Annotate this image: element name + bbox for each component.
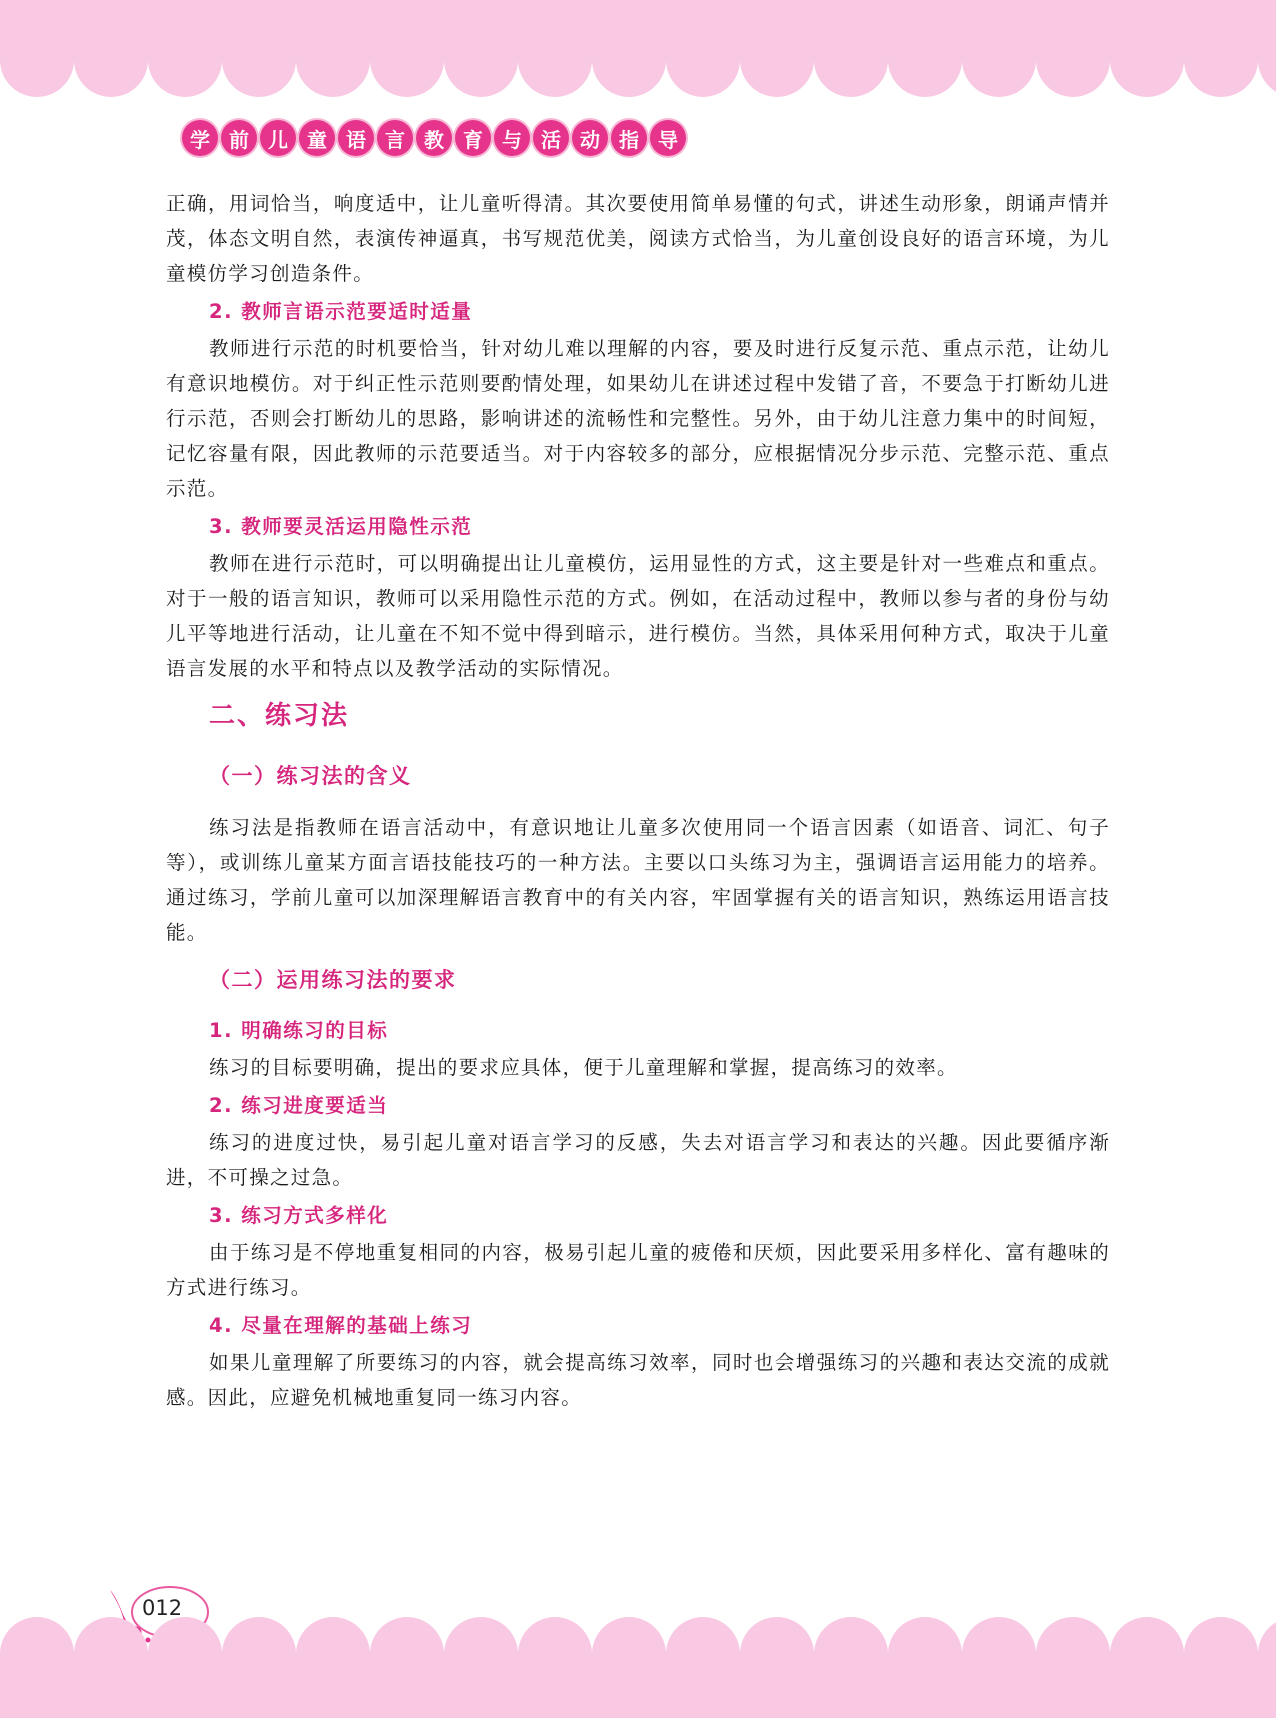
subheading-3: 3. 教师要灵活运用隐性示范 xyxy=(209,515,473,538)
paragraph: 练习法是指教师在语言活动中，有意识地让儿童多次使用同一个语言因素（如语音、词汇、句子等），或训练儿童某方面言语技能技巧的一种方法。主要以口头练习为主，强调语言运用能力的培养。通过练习，学前儿童可以加深理解语言教育中的有关内容，牢固掌握有关的语言知识，熟练运用语言技能。 xyxy=(166,816,1110,944)
subheading-2: 2. 教师言语示范要适时适量 xyxy=(209,300,473,323)
paragraph: 教师在进行示范时，可以明确提出让儿童模仿，运用显性的方式，这主要是针对一些难点和重点。对于一般的语言知识，教师可以采用隐性示范的方式。例如，在活动过程中，教师以参与者的身份与幼儿平等地进行活动，让儿童在不知不觉中得到暗示，进行模仿。当然，具体采用何种方式，取决于儿童语言发展的水平和特点以及教学活动的实际情况。 xyxy=(166,552,1110,680)
book-title-char: 导 xyxy=(650,120,686,156)
book-title-char: 育 xyxy=(455,120,491,156)
book-title-char: 前 xyxy=(221,120,257,156)
section-subtitle: （一）练习法的含义 xyxy=(209,763,412,788)
top-scallop-band xyxy=(0,0,1276,100)
paragraph: 练习的进度过快，易引起儿童对语言学习的反感，失去对语言学习和表达的兴趣。因此要循序渐进，不可操之过急。 xyxy=(166,1131,1110,1189)
subheading-req2: 2. 练习进度要适当 xyxy=(209,1094,389,1117)
book-title-char: 童 xyxy=(299,120,335,156)
section-title: 二、练习法 xyxy=(209,701,350,731)
book-title xyxy=(182,120,686,160)
book-title-char: 活 xyxy=(533,120,569,156)
page-number: 012 xyxy=(142,1596,183,1620)
book-title-char: 言 xyxy=(377,120,413,156)
paragraph: 练习的目标要明确，提出的要求应具体，便于儿童理解和掌握，提高练习的效率。 xyxy=(209,1056,958,1079)
bottom-scallop-band xyxy=(0,1612,1276,1718)
book-title-char: 学 xyxy=(182,120,218,156)
paragraph: 教师进行示范的时机要恰当，针对幼儿难以理解的内容，要及时进行反复示范、重点示范，让幼儿有意识地模仿。对于纠正性示范则要酌情处理，如果幼儿在讲述过程中发错了音，不要急于打断幼儿进行示范，否则会打断幼儿的思路，影响讲述的流畅性和完整性。另外，由于幼儿注意力集中的时间短，记忆容量有限，因此教师的示范要适当。对于内容较多的部分，应根据情况分步示范、完整示范、重点示范。 xyxy=(166,337,1110,500)
subheading-req1: 1. 明确练习的目标 xyxy=(209,1019,389,1042)
section-subtitle: （二）运用练习法的要求 xyxy=(209,967,457,992)
book-title-char: 语 xyxy=(338,120,374,156)
book-title-char: 教 xyxy=(416,120,452,156)
paragraph: 如果儿童理解了所要练习的内容，就会提高练习效率，同时也会增强练习的兴趣和表达交流的成就感。因此，应避免机械地重复同一练习内容。 xyxy=(166,1351,1110,1409)
subheading-req3: 3. 练习方式多样化 xyxy=(209,1204,389,1227)
book-title-char: 动 xyxy=(572,120,608,156)
book-title-char: 指 xyxy=(611,120,647,156)
paragraph: 由于练习是不停地重复相同的内容，极易引起儿童的疲倦和厌烦，因此要采用多样化、富有趣味的方式进行练习。 xyxy=(166,1241,1110,1299)
book-title-char: 儿 xyxy=(260,120,296,156)
page-content xyxy=(166,186,1110,1415)
subheading-req4: 4. 尽量在理解的基础上练习 xyxy=(209,1314,473,1337)
book-title-char: 与 xyxy=(494,120,530,156)
paragraph-continued: 正确，用词恰当，响度适中，让儿童听得清。其次要使用简单易懂的句式，讲述生动形象，朗诵声情并茂，体态文明自然，表演传神逼真，书写规范优美，阅读方式恰当，为儿童创设良好的语言环境，为儿童模仿学习创造条件。 xyxy=(166,192,1110,285)
